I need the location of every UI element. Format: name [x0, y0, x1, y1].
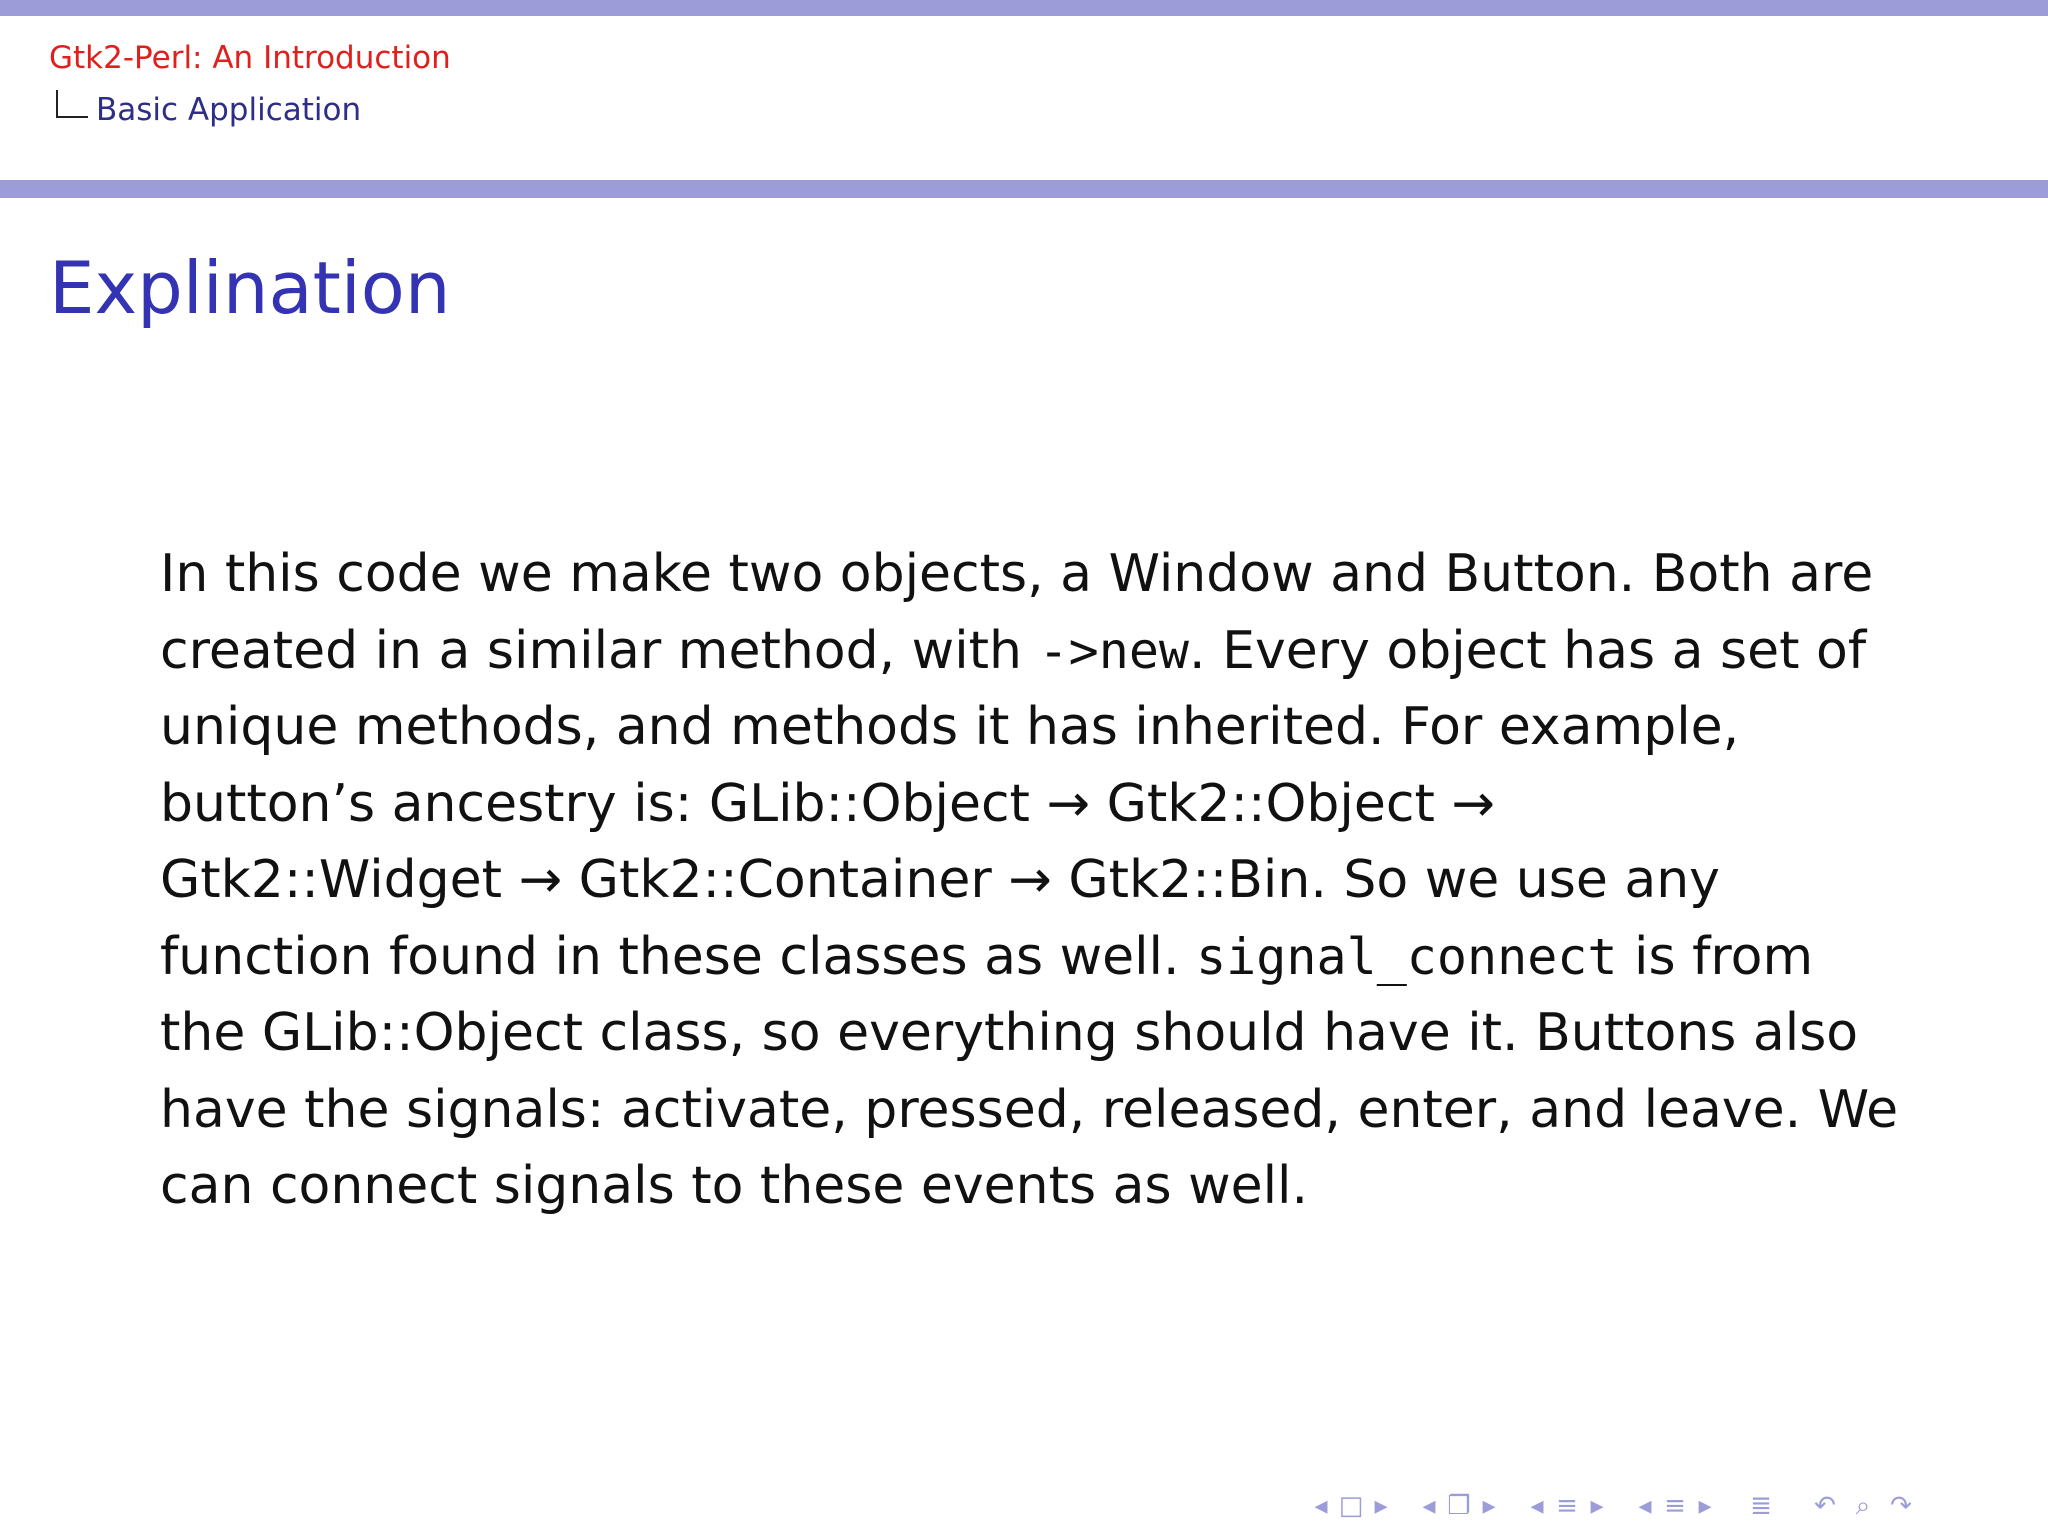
- next-frame-icon[interactable]: ▸: [1374, 1491, 1388, 1521]
- redo-icon[interactable]: ↷: [1890, 1491, 1912, 1521]
- body-line: have the signals: activate, pressed, released, enter, and leave. We: [160, 1079, 1899, 1140]
- frame-icon[interactable]: □: [1338, 1491, 1364, 1521]
- document-icon[interactable]: ≡: [1664, 1491, 1686, 1521]
- tree-branch-icon: [56, 90, 88, 118]
- next-document-icon[interactable]: ▸: [1698, 1491, 1712, 1521]
- presentation-title[interactable]: Gtk2-Perl: An Introduction: [49, 40, 451, 76]
- body-line: Gtk2::Widget → Gtk2::Container → Gtk2::Bin. So we use any: [160, 850, 1720, 910]
- next-section-icon[interactable]: ▸: [1590, 1491, 1604, 1521]
- body-line: the GLib::Object class, so everything should have it. Buttons also: [160, 1003, 1859, 1063]
- subsection-icon[interactable]: ❐: [1447, 1491, 1471, 1521]
- section-title: Basic Application: [96, 92, 362, 128]
- body-line: In this code we make two objects, a Window and Button. Both are: [160, 544, 1874, 604]
- body-line: created in a similar method, with ->new. Every object has a set of: [160, 620, 1867, 681]
- align-icon[interactable]: ≣: [1750, 1491, 1772, 1521]
- header-divider-bar: [0, 180, 2048, 198]
- section-icon[interactable]: ≡: [1556, 1491, 1578, 1521]
- code-new: ->new: [1038, 621, 1190, 680]
- next-subsection-icon[interactable]: ▸: [1482, 1491, 1496, 1521]
- header: [0, 16, 2048, 180]
- body-line: function found in these classes as well. signal_connect is from: [160, 926, 1814, 987]
- prev-document-icon[interactable]: ◂: [1638, 1491, 1652, 1521]
- body-line: button’s ancestry is: GLib::Object → Gtk2::Object →: [160, 773, 1495, 834]
- section-breadcrumb[interactable]: [56, 92, 361, 128]
- prev-frame-icon[interactable]: ◂: [1314, 1491, 1328, 1521]
- prev-subsection-icon[interactable]: ◂: [1422, 1491, 1436, 1521]
- prev-section-icon[interactable]: ◂: [1530, 1491, 1544, 1521]
- undo-icon[interactable]: ↶: [1814, 1491, 1836, 1521]
- frame-title: Explination: [49, 246, 451, 330]
- navigation-bar: [1310, 1488, 1920, 1524]
- body-line: can connect signals to these events as well.: [160, 1156, 1309, 1216]
- top-decoration-bar: [0, 0, 2048, 16]
- search-icon[interactable]: ⌕: [1855, 1490, 1871, 1521]
- body-line: unique methods, and methods it has inherited. For example,: [160, 697, 1740, 757]
- frame-body: [160, 536, 1900, 1225]
- code-signal-connect: signal_connect: [1196, 927, 1618, 986]
